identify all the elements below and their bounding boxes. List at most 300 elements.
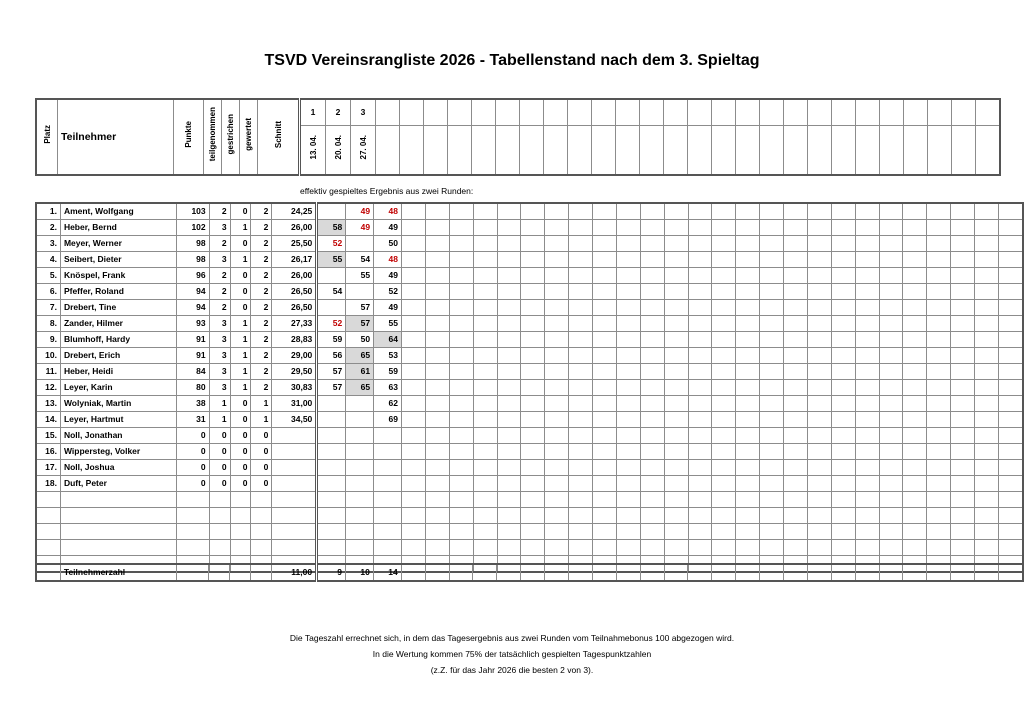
extra-round-cell: [951, 476, 975, 492]
extra-round-cell: [664, 364, 688, 380]
extra-round-cell: [616, 364, 640, 380]
extra-round-cell: [712, 412, 736, 428]
extra-round-cell: [760, 236, 784, 252]
extra-round-cell: [593, 444, 617, 460]
round-result-cell: [374, 492, 402, 508]
extra-round-cell: [927, 492, 951, 508]
extra-round-cell: [760, 284, 784, 300]
extra-round-cell: [569, 236, 593, 252]
extra-round-cell: [664, 412, 688, 428]
extra-round-cell: [569, 412, 593, 428]
extra-round-cell: [449, 380, 473, 396]
extra-round-cell: [616, 540, 640, 556]
name-cell: Heber, Heidi: [60, 364, 176, 380]
extra-round-cell: [831, 412, 855, 428]
round-result-cell: 65: [346, 348, 374, 364]
extra-round-cell: [569, 284, 593, 300]
gestrichen-cell: 0: [230, 268, 251, 284]
extra-round-cell: [545, 412, 569, 428]
extra-round-cell: [903, 380, 927, 396]
extra-round-cell: [784, 203, 808, 220]
extra-round-cell: [736, 540, 760, 556]
extra-round-cell: [425, 236, 449, 252]
gewertet-cell: 2: [251, 220, 272, 236]
extra-round-cell: [402, 460, 426, 476]
extra-round-cell: [784, 380, 808, 396]
extra-round-cell: [497, 444, 521, 460]
gestrichen-cell: [230, 492, 251, 508]
extra-round-cell: [664, 348, 688, 364]
gewertet-cell: [251, 492, 272, 508]
extra-round-cell: [616, 492, 640, 508]
extra-round-cell: [664, 300, 688, 316]
round-result-cell: 57: [317, 380, 346, 396]
extra-round-cell: [545, 284, 569, 300]
schnitt-cell: 26,17: [272, 252, 317, 268]
platz-cell: 13.: [36, 396, 60, 412]
extra-round-cell: [976, 99, 1001, 125]
extra-round-cell: [616, 268, 640, 284]
schnitt-cell: 24,25: [272, 203, 317, 220]
round-result-cell: 49: [346, 220, 374, 236]
extra-round-cell: [402, 364, 426, 380]
extra-round-cell: [927, 332, 951, 348]
gewertet-cell: 0: [251, 460, 272, 476]
extra-round-cell: [975, 444, 999, 460]
round-date: 13. 04.: [300, 125, 326, 175]
extra-round-cell: [497, 236, 521, 252]
extra-round-cell: [497, 300, 521, 316]
round-result-cell: [317, 508, 346, 524]
extra-round-cell: [593, 268, 617, 284]
extra-round-cell: [425, 220, 449, 236]
extra-round-cell: [975, 508, 999, 524]
extra-round-cell: [545, 508, 569, 524]
round-result-cell: [317, 492, 346, 508]
extra-round-cell: [521, 300, 545, 316]
extra-round-cell: [640, 460, 664, 476]
round-result-cell: [346, 444, 374, 460]
platz-cell: 11.: [36, 364, 60, 380]
extra-round-cell: [521, 396, 545, 412]
extra-round-cell: [879, 236, 903, 252]
name-cell: Duft, Peter: [60, 476, 176, 492]
extra-round-cell: [951, 284, 975, 300]
extra-round-cell: [425, 316, 449, 332]
extra-round-cell: [760, 412, 784, 428]
round-count-cell: 9: [317, 564, 346, 581]
extra-round-cell: [569, 316, 593, 332]
gestrichen-cell: 0: [230, 460, 251, 476]
schnitt-cell: 11,00: [272, 564, 317, 581]
round-result-cell: 48: [374, 203, 402, 220]
extra-round-cell: [975, 348, 999, 364]
extra-round-cell: [903, 268, 927, 284]
extra-round-cell: [736, 524, 760, 540]
punkte-cell: 96: [176, 268, 209, 284]
platz-cell: 6.: [36, 284, 60, 300]
extra-round-cell: [449, 428, 473, 444]
extra-round-cell: [664, 125, 688, 175]
teilgenommen-cell: 1: [209, 412, 230, 428]
extra-round-cell: [425, 332, 449, 348]
extra-round-cell: [712, 348, 736, 364]
platz-cell: 8.: [36, 316, 60, 332]
extra-round-cell: [927, 300, 951, 316]
teilgenommen-cell: 0: [209, 444, 230, 460]
extra-round-cell: [712, 268, 736, 284]
extra-round-cell: [402, 524, 426, 540]
extra-round-cell: [593, 380, 617, 396]
extra-round-cell: [521, 364, 545, 380]
round-result-cell: 52: [317, 236, 346, 252]
extra-round-cell: [664, 316, 688, 332]
round-result-cell: [317, 444, 346, 460]
extra-round-cell: [998, 540, 1023, 556]
extra-round-cell: [616, 203, 640, 220]
extra-round-cell: [736, 460, 760, 476]
extra-round-cell: [593, 428, 617, 444]
extra-round-cell: [760, 300, 784, 316]
teilgenommen-cell: 3: [209, 380, 230, 396]
extra-round-cell: [473, 460, 497, 476]
extra-round-cell: [640, 252, 664, 268]
participant-count-body: [36, 564, 1023, 581]
extra-round-cell: [760, 316, 784, 332]
extra-round-cell: [998, 203, 1023, 220]
extra-round-cell: [688, 220, 712, 236]
extra-round-cell: [593, 220, 617, 236]
extra-round-cell: [760, 203, 784, 220]
extra-round-cell: [664, 540, 688, 556]
platz-cell: 14.: [36, 412, 60, 428]
extra-round-cell: [664, 444, 688, 460]
extra-round-cell: [879, 524, 903, 540]
gewertet-cell: 2: [251, 348, 272, 364]
extra-round-cell: [784, 364, 808, 380]
table-row: [36, 492, 1023, 508]
round-result-cell: 49: [374, 268, 402, 284]
teilgenommen-cell: 2: [209, 284, 230, 300]
extra-round-cell: [473, 524, 497, 540]
extra-round-cell: [402, 316, 426, 332]
extra-round-cell: [545, 492, 569, 508]
extra-round-cell: [712, 252, 736, 268]
extra-round-cell: [664, 564, 688, 581]
extra-round-cell: [424, 125, 448, 175]
extra-round-cell: [927, 220, 951, 236]
extra-round-cell: [879, 380, 903, 396]
extra-round-cell: [497, 220, 521, 236]
extra-round-cell: [856, 125, 880, 175]
extra-round-cell: [569, 380, 593, 396]
table-row: [36, 268, 1023, 284]
name-cell: Pfeffer, Roland: [60, 284, 176, 300]
extra-round-cell: [807, 564, 831, 581]
gestrichen-cell: 1: [230, 332, 251, 348]
extra-round-cell: [521, 380, 545, 396]
extra-round-cell: [402, 412, 426, 428]
extra-round-cell: [736, 428, 760, 444]
extra-round-cell: [951, 348, 975, 364]
platz-cell: 3.: [36, 236, 60, 252]
extra-round-cell: [998, 508, 1023, 524]
extra-round-cell: [975, 220, 999, 236]
extra-round-cell: [402, 220, 426, 236]
extra-round-cell: [855, 284, 879, 300]
extra-round-cell: [402, 540, 426, 556]
table-row: [36, 364, 1023, 380]
extra-round-cell: [975, 252, 999, 268]
extra-round-cell: [879, 460, 903, 476]
extra-round-cell: [402, 236, 426, 252]
extra-round-cell: [855, 300, 879, 316]
extra-round-cell: [449, 348, 473, 364]
extra-round-cell: [402, 428, 426, 444]
extra-round-cell: [545, 540, 569, 556]
extra-round-cell: [568, 99, 592, 125]
extra-round-cell: [903, 332, 927, 348]
extra-round-cell: [879, 252, 903, 268]
schnitt-cell: [272, 444, 317, 460]
extra-round-cell: [928, 99, 952, 125]
platz-cell: 16.: [36, 444, 60, 460]
platz-cell: [36, 524, 60, 540]
extra-round-cell: [521, 284, 545, 300]
gestrichen-cell: 0: [230, 412, 251, 428]
header-schnitt: Schnitt: [258, 99, 300, 175]
extra-round-cell: [640, 220, 664, 236]
extra-round-cell: [497, 252, 521, 268]
name-cell: [60, 508, 176, 524]
extra-round-cell: [521, 220, 545, 236]
punkte-cell: [176, 540, 209, 556]
round-result-cell: 55: [346, 268, 374, 284]
punkte-cell: 98: [176, 236, 209, 252]
extra-round-cell: [951, 524, 975, 540]
footnote-line: Die Tageszahl errechnet sich, in dem das Tagesergebnis aus zwei Runden vom Teilnahmebonus 100 abgezogen wird.: [289, 633, 735, 643]
punkte-cell: 84: [176, 364, 209, 380]
round-result-cell: [374, 460, 402, 476]
extra-round-cell: [712, 203, 736, 220]
extra-round-cell: [784, 492, 808, 508]
extra-round-cell: [472, 125, 496, 175]
extra-round-cell: [975, 428, 999, 444]
extra-round-cell: [688, 396, 712, 412]
extra-round-cell: [855, 236, 879, 252]
extra-round-cell: [927, 348, 951, 364]
extra-round-cell: [736, 236, 760, 252]
teilgenommen-cell: 3: [209, 220, 230, 236]
extra-round-cell: [688, 564, 712, 581]
extra-round-cell: [975, 540, 999, 556]
extra-round-cell: [998, 524, 1023, 540]
extra-round-cell: [903, 316, 927, 332]
table-row: [36, 252, 1023, 268]
extra-round-cell: [998, 220, 1023, 236]
schnitt-cell: [272, 460, 317, 476]
extra-round-cell: [449, 524, 473, 540]
gewertet-cell: 1: [251, 412, 272, 428]
extra-round-cell: [449, 412, 473, 428]
extra-round-cell: [736, 203, 760, 220]
schnitt-cell: [272, 492, 317, 508]
extra-round-cell: [951, 316, 975, 332]
extra-round-cell: [569, 460, 593, 476]
extra-round-cell: [402, 396, 426, 412]
extra-round-cell: [903, 364, 927, 380]
extra-round-cell: [688, 300, 712, 316]
schnitt-cell: 34,50: [272, 412, 317, 428]
platz-cell: 9.: [36, 332, 60, 348]
gestrichen-cell: 1: [230, 220, 251, 236]
extra-round-cell: [425, 540, 449, 556]
extra-round-cell: [760, 564, 784, 581]
extra-round-cell: [545, 203, 569, 220]
extra-round-cell: [784, 524, 808, 540]
extra-round-cell: [855, 428, 879, 444]
round-result-cell: [374, 444, 402, 460]
extra-round-cell: [831, 332, 855, 348]
extra-round-cell: [688, 476, 712, 492]
punkte-cell: 94: [176, 300, 209, 316]
extra-round-cell: [903, 412, 927, 428]
extra-round-cell: [951, 460, 975, 476]
extra-round-cell: [855, 476, 879, 492]
gestrichen-cell: 1: [230, 348, 251, 364]
table-row: [36, 428, 1023, 444]
extra-round-cell: [640, 99, 664, 125]
extra-round-cell: [497, 203, 521, 220]
extra-round-cell: [903, 396, 927, 412]
extra-round-cell: [736, 444, 760, 460]
extra-round-cell: [998, 300, 1023, 316]
extra-round-cell: [784, 99, 808, 125]
header-teilgenommen: teilgenommen: [204, 99, 222, 175]
extra-round-cell: [425, 508, 449, 524]
extra-round-cell: [688, 203, 712, 220]
extra-round-cell: [927, 380, 951, 396]
extra-round-cell: [664, 476, 688, 492]
extra-round-cell: [952, 99, 976, 125]
extra-round-cell: [712, 380, 736, 396]
extra-round-cell: [593, 252, 617, 268]
round-count-cell: 14: [373, 564, 401, 581]
extra-round-cell: [998, 252, 1023, 268]
extra-round-cell: [903, 284, 927, 300]
table-row: [36, 220, 1023, 236]
participant-count-row: [36, 564, 1023, 581]
extra-round-cell: [951, 332, 975, 348]
extra-round-cell: [425, 300, 449, 316]
name-cell: Drebert, Erich: [60, 348, 176, 364]
schnitt-cell: 29,50: [272, 364, 317, 380]
round-result-cell: 55: [317, 252, 346, 268]
gestrichen-cell: 0: [230, 203, 251, 220]
extra-round-cell: [473, 236, 497, 252]
extra-round-cell: [855, 524, 879, 540]
extra-round-cell: [712, 316, 736, 332]
extra-round-cell: [998, 332, 1023, 348]
round-count-cell: 10: [345, 564, 373, 581]
extra-round-cell: [616, 220, 640, 236]
extra-round-cell: [664, 396, 688, 412]
extra-round-cell: [807, 476, 831, 492]
extra-round-cell: [425, 284, 449, 300]
extra-round-cell: [449, 460, 473, 476]
gestrichen-cell: [230, 508, 251, 524]
extra-round-cell: [784, 396, 808, 412]
extra-round-cell: [616, 348, 640, 364]
extra-round-cell: [879, 444, 903, 460]
extra-round-cell: [496, 125, 520, 175]
extra-round-cell: [903, 508, 927, 524]
extra-round-cell: [640, 203, 664, 220]
extra-round-cell: [521, 348, 545, 364]
extra-round-cell: [760, 540, 784, 556]
extra-round-cell: [545, 348, 569, 364]
extra-round-cell: [855, 564, 879, 581]
extra-round-cell: [760, 364, 784, 380]
extra-round-cell: [616, 316, 640, 332]
extra-round-cell: [927, 364, 951, 380]
name-cell: Seibert, Dieter: [60, 252, 176, 268]
extra-round-cell: [497, 508, 521, 524]
extra-round-cell: [402, 252, 426, 268]
extra-round-cell: [736, 476, 760, 492]
extra-round-cell: [640, 396, 664, 412]
extra-round-cell: [497, 540, 521, 556]
extra-round-cell: [855, 396, 879, 412]
extra-round-cell: [903, 460, 927, 476]
extra-round-cell: [521, 444, 545, 460]
round-result-cell: 49: [374, 220, 402, 236]
schnitt-cell: 28,83: [272, 332, 317, 348]
extra-round-cell: [975, 268, 999, 284]
extra-round-cell: [807, 364, 831, 380]
extra-round-cell: [545, 476, 569, 492]
extra-round-cell: [616, 508, 640, 524]
extra-round-cell: [520, 99, 544, 125]
teilgenommen-cell: 3: [209, 348, 230, 364]
extra-round-cell: [545, 380, 569, 396]
extra-round-cell: [831, 508, 855, 524]
round-result-cell: 65: [346, 380, 374, 396]
extra-round-cell: [402, 444, 426, 460]
extra-round-cell: [807, 252, 831, 268]
extra-round-cell: [544, 99, 568, 125]
extra-round-cell: [903, 444, 927, 460]
table-row: [36, 203, 1023, 220]
extra-round-cell: [521, 460, 545, 476]
extra-round-cell: [951, 364, 975, 380]
extra-round-cell: [449, 508, 473, 524]
schnitt-cell: 26,50: [272, 300, 317, 316]
extra-round-cell: [807, 444, 831, 460]
extra-round-cell: [760, 220, 784, 236]
extra-round-cell: [736, 564, 760, 581]
extra-round-cell: [425, 380, 449, 396]
extra-round-cell: [640, 380, 664, 396]
round-note: effektiv gespieltes Ergebnis aus zwei Runden:: [300, 186, 474, 196]
extra-round-cell: [998, 396, 1023, 412]
platz-cell: 2.: [36, 220, 60, 236]
extra-round-cell: [879, 316, 903, 332]
extra-round-cell: [808, 99, 832, 125]
teilgenommen-cell: 3: [209, 364, 230, 380]
table-row: [36, 300, 1023, 316]
extra-round-cell: [497, 564, 521, 581]
